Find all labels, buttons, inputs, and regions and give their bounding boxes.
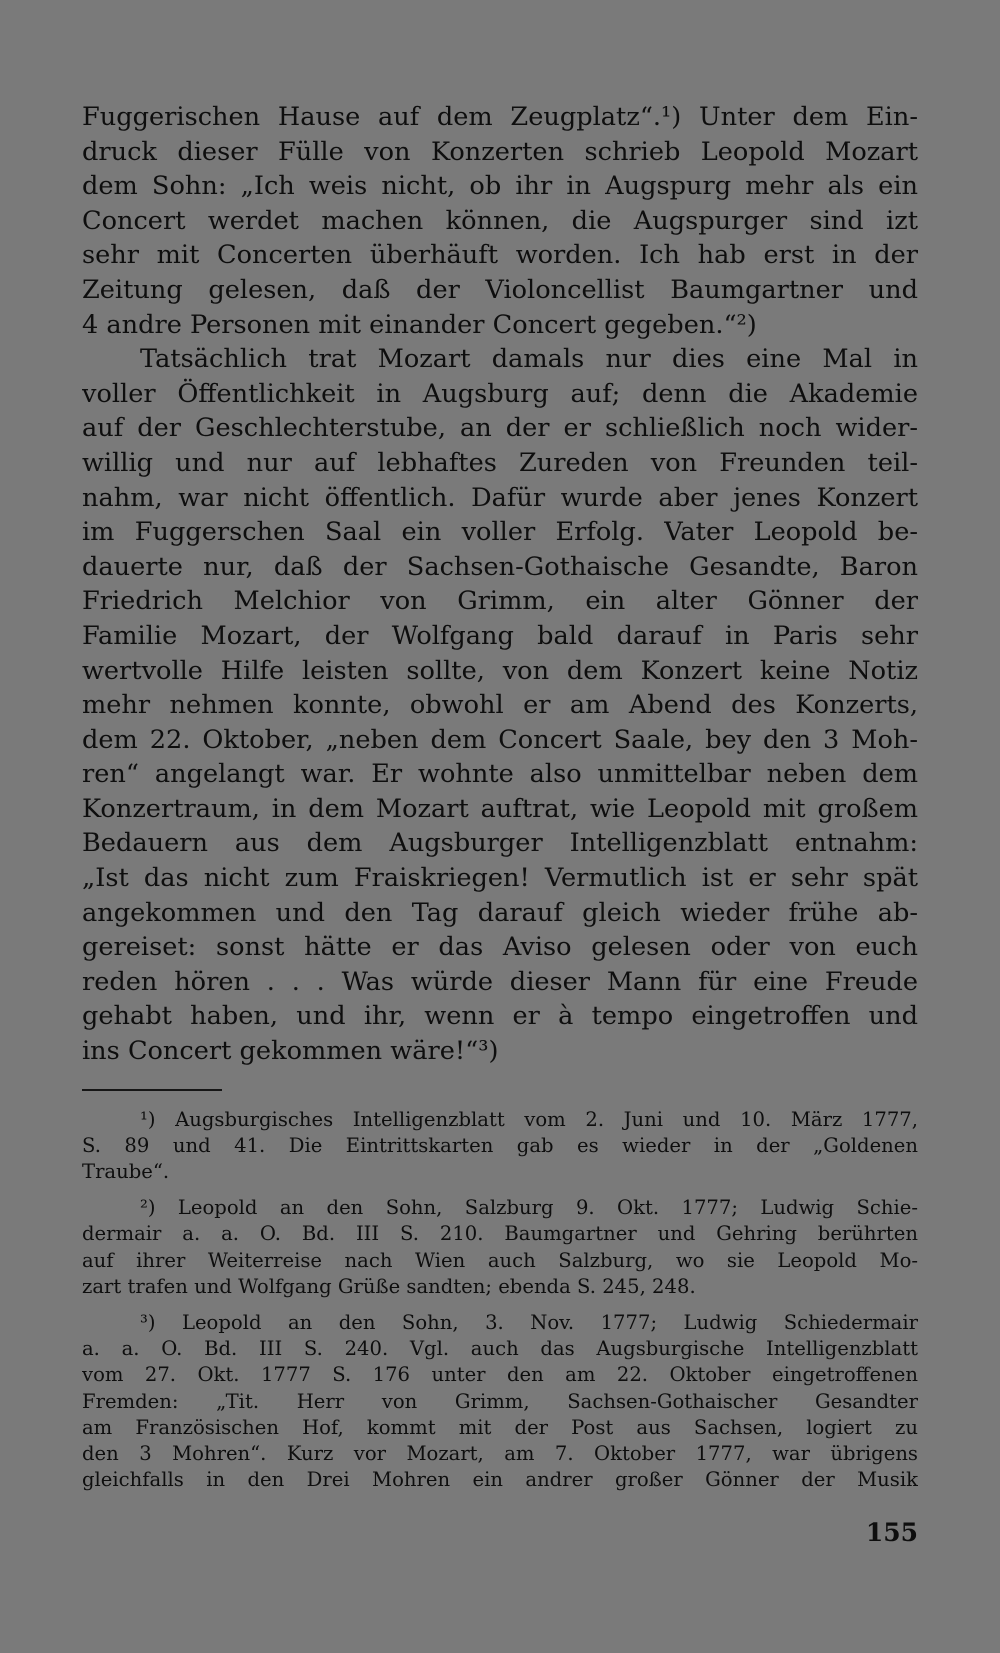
text-line: druck dieser Fülle von Konzerten schrieb Leopold Mozart (82, 136, 918, 167)
book-page (82, 100, 918, 1503)
footnotes (82, 1107, 918, 1494)
text-line: sehr mit Concerten überhäuft worden. Ich hab erst in der (82, 240, 918, 271)
footnote-line: am Französischen Hof, kommt mit der Post aus Sachsen, logiert zu (82, 1415, 918, 1439)
text-line: nahm, war nicht öffentlich. Dafür wurde aber jenes Konzert (82, 482, 918, 513)
text-line: „Ist das nicht zum Fraiskriegen! Vermutlich ist er sehr spät (82, 863, 918, 894)
footnote-line: ²) Leopold an den Sohn, Salzburg 9. Okt. 1777; Ludwig Schie- (140, 1196, 918, 1220)
text-line: angekommen und den Tag darauf gleich wieder frühe ab- (82, 897, 918, 928)
text-line: Concert werdet machen können, die Augspurger sind izt (82, 205, 918, 236)
text-line: Bedauern aus dem Augsburger Intelligenzblatt entnahm: (82, 828, 918, 859)
text-line: ins Concert gekommen wäre!“³) (82, 1036, 499, 1067)
text-line: auf der Geschlechterstube, an der er schließlich noch wider- (82, 413, 918, 444)
text-line: gereiset: sonst hätte er das Aviso gelesen oder von euch (82, 932, 918, 963)
footnote-divider (82, 1089, 222, 1091)
footnote-line: auf ihrer Weiterreise nach Wien auch Salzburg, wo sie Leopold Mo- (82, 1248, 918, 1272)
footnote-line: dermair a. a. O. Bd. III S. 210. Baumgartner und Gehring berührten (82, 1222, 918, 1246)
footnote-line: gleichfalls in den Drei Mohren ein andrer großer Gönner der Musik (82, 1468, 918, 1492)
text-line: dem Sohn: „Ich weis nicht, ob ihr in Augspurg mehr als ein (82, 171, 918, 202)
footnote-line: vom 27. Okt. 1777 S. 176 unter den am 22. Oktober eingetroffenen (82, 1363, 918, 1387)
text-line: gehabt haben, und ihr, wenn er à tempo eingetroffen und (82, 1001, 918, 1032)
page-number: 155 (865, 1518, 918, 1547)
text-line: dauerte nur, daß der Sachsen-Gothaische Gesandte, Baron (82, 551, 918, 582)
text-line: mehr nehmen konnte, obwohl er am Abend des Konzerts, (82, 690, 918, 721)
footnote-line: Fremden: „Tit. Herr von Grimm, Sachsen-Gothaischer Gesandter (82, 1389, 918, 1413)
text-line: voller Öffentlichkeit in Augsburg auf; denn die Akademie (82, 378, 918, 409)
text-line: Friedrich Melchior von Grimm, ein alter Gönner der (82, 586, 918, 617)
text-line: im Fuggerschen Saal ein voller Erfolg. Vater Leopold be- (82, 517, 918, 548)
text-line: Familie Mozart, der Wolfgang bald darauf in Paris sehr (82, 620, 918, 651)
text-line: Zeitung gelesen, daß der Violoncellist Baumgartner und (82, 274, 918, 305)
footnote-line: ¹) Augsburgisches Intelligenzblatt vom 2. Juni und 10. März 1777, (140, 1107, 918, 1131)
text-line: ren“ angelangt war. Er wohnte also unmittelbar neben dem (82, 759, 918, 790)
text-line: dem 22. Oktober, „neben dem Concert Saale, bey den 3 Moh- (82, 724, 918, 755)
text-line: Fuggerischen Hause auf dem Zeugplatz“.¹) Unter dem Ein- (82, 102, 918, 132)
main-text (82, 100, 918, 1069)
footnote-line: Traube“. (82, 1160, 170, 1184)
footnote-line: S. 89 und 41. Die Eintrittskarten gab es wieder in der „Goldenen (82, 1133, 918, 1157)
footnote-line: a. a. O. Bd. III S. 240. Vgl. auch das Augsburgische Intelligenzblatt (82, 1337, 918, 1361)
footnote-2 (82, 1195, 918, 1300)
text-line: willig und nur auf lebhaftes Zureden von Freunden teil- (82, 447, 918, 478)
text-line: wertvolle Hilfe leisten sollte, von dem Konzert keine Notiz (82, 655, 918, 686)
text-line: Konzertraum, in dem Mozart auftrat, wie Leopold mit großem (82, 793, 918, 824)
footnote-3 (82, 1310, 918, 1493)
footnote-line: zart trafen und Wolfgang Grüße sandten; ebenda S. 245, 248. (82, 1274, 696, 1298)
text-line: 4 andre Personen mit einander Concert gegeben.“²) (82, 309, 757, 340)
footnote-1 (82, 1107, 918, 1186)
footnote-line: ³) Leopold an den Sohn, 3. Nov. 1777; Ludwig Schiedermair (140, 1311, 918, 1335)
footnote-line: den 3 Mohren“. Kurz vor Mozart, am 7. Oktober 1777, war übrigens (82, 1442, 918, 1466)
text-line: reden hören . . . Was würde dieser Mann für eine Freude (82, 966, 918, 997)
text-line: Tatsächlich trat Mozart damals nur dies eine Mal in (140, 344, 918, 375)
